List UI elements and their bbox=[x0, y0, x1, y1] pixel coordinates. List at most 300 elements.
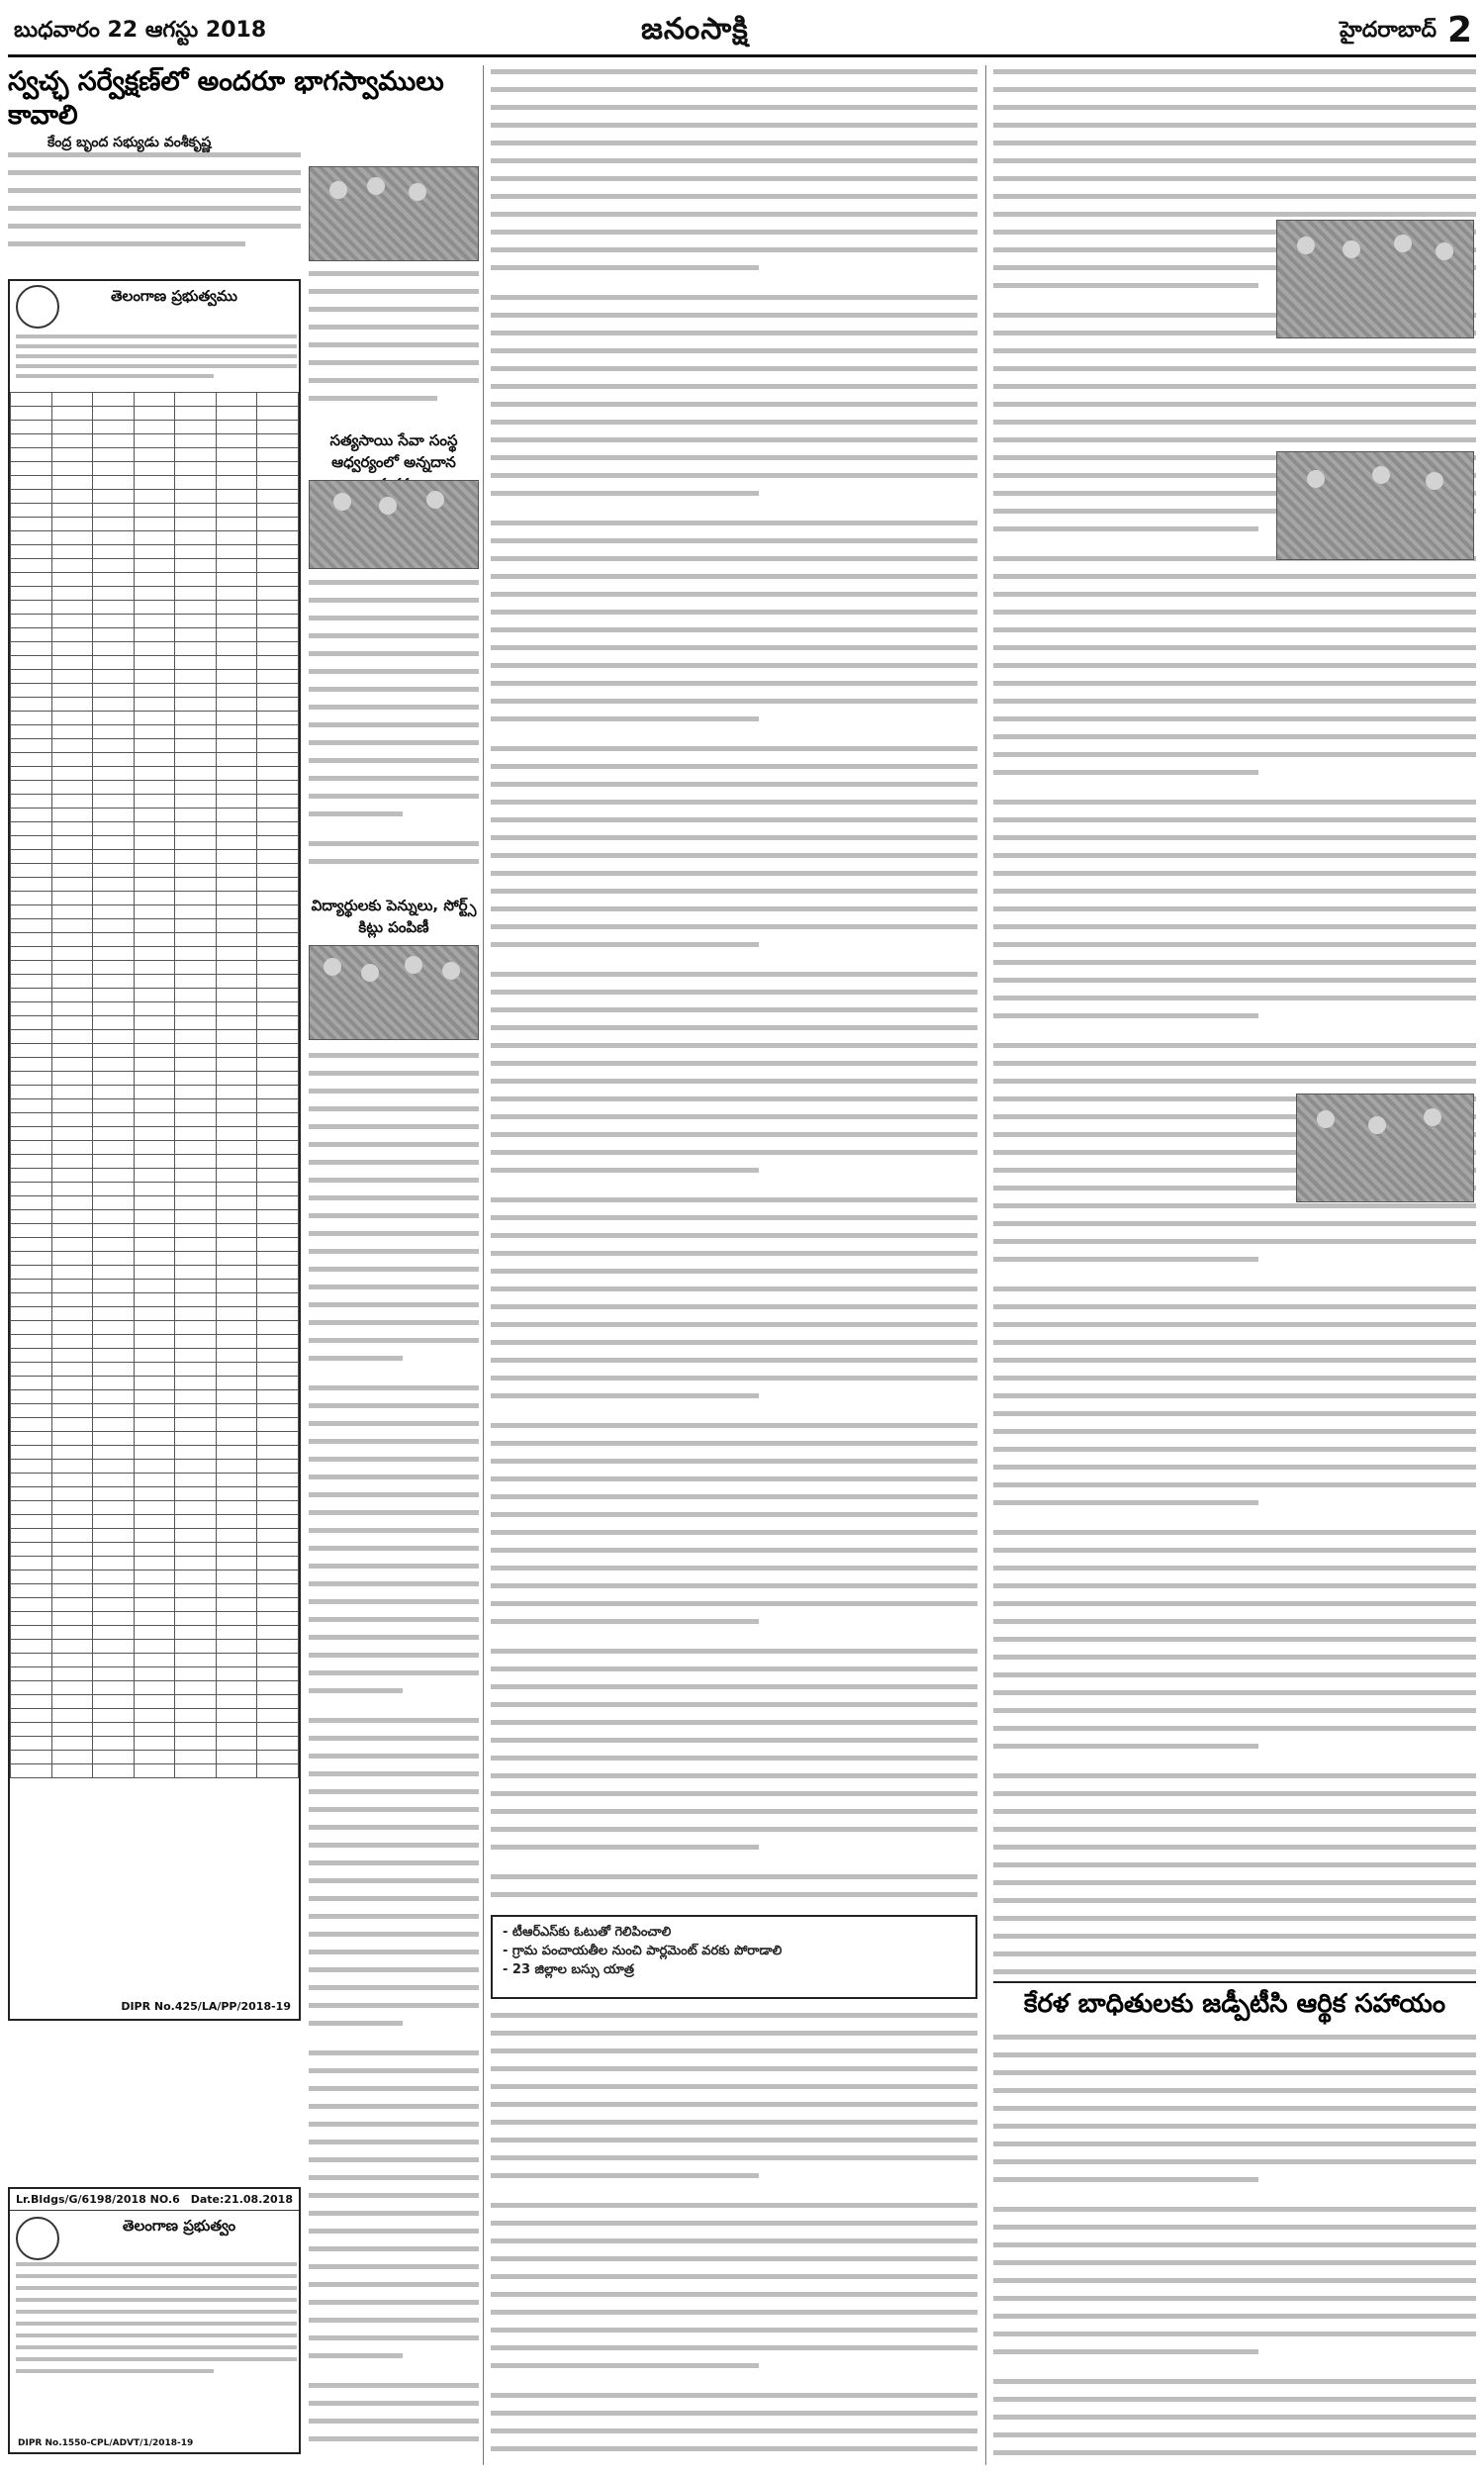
table-cell bbox=[257, 670, 299, 684]
table-cell bbox=[216, 753, 257, 767]
table-cell bbox=[216, 476, 257, 490]
text-line bbox=[491, 1809, 977, 1814]
table-cell bbox=[257, 1377, 299, 1390]
text-line bbox=[491, 1459, 977, 1464]
table-cell bbox=[216, 1709, 257, 1723]
text-line bbox=[491, 1702, 977, 1707]
table-cell bbox=[93, 1626, 135, 1640]
table-cell bbox=[257, 1654, 299, 1667]
table-cell bbox=[216, 961, 257, 975]
table-cell bbox=[51, 767, 93, 781]
table-cell bbox=[51, 905, 93, 919]
text-line bbox=[309, 1142, 479, 1147]
text-line bbox=[491, 699, 977, 704]
table-cell bbox=[257, 434, 299, 448]
table-cell bbox=[93, 1418, 135, 1432]
text-line bbox=[993, 2106, 1476, 2111]
text-line bbox=[309, 1771, 479, 1776]
text-line bbox=[491, 2138, 977, 2142]
table-cell bbox=[216, 615, 257, 628]
text-line bbox=[309, 2318, 479, 2323]
text-line bbox=[993, 734, 1476, 739]
text-line bbox=[993, 141, 1476, 145]
table-cell bbox=[93, 670, 135, 684]
center-text-bottom bbox=[491, 2009, 977, 2454]
text-line bbox=[993, 1934, 1476, 1939]
notice-date: Date:21.08.2018 bbox=[190, 2193, 293, 2206]
table-cell bbox=[93, 1654, 135, 1667]
table-cell bbox=[257, 615, 299, 628]
text-line bbox=[491, 1358, 977, 1363]
table-cell bbox=[93, 1640, 135, 1654]
text-line bbox=[309, 1670, 479, 1675]
text-line bbox=[993, 1358, 1476, 1363]
table-cell bbox=[11, 781, 52, 795]
table-cell bbox=[11, 1155, 52, 1169]
text-line bbox=[309, 811, 403, 816]
table-cell bbox=[93, 892, 135, 905]
text-line bbox=[993, 87, 1476, 92]
text-line bbox=[993, 1827, 1476, 1832]
table-cell bbox=[134, 1072, 175, 1086]
text-line bbox=[491, 1845, 759, 1850]
table-cell bbox=[134, 518, 175, 531]
table-row bbox=[11, 1307, 299, 1321]
table-cell bbox=[11, 1280, 52, 1293]
text-line bbox=[309, 705, 479, 710]
table-cell bbox=[93, 712, 135, 725]
table-cell bbox=[11, 1169, 52, 1183]
kerala-headline: కేరళ బాధితులకు జడ్పీటీసి ఆర్థిక సహాయం bbox=[1023, 1989, 1446, 2019]
table-cell bbox=[93, 961, 135, 975]
text-line bbox=[993, 1203, 1476, 1208]
text-line bbox=[309, 1249, 479, 1254]
table-cell bbox=[11, 1224, 52, 1238]
table-row bbox=[11, 1709, 299, 1723]
table-cell bbox=[11, 1335, 52, 1349]
text-line bbox=[491, 1269, 977, 1274]
text-line bbox=[491, 2292, 977, 2297]
table-cell bbox=[11, 670, 52, 684]
text-line bbox=[491, 1773, 977, 1778]
table-cell bbox=[216, 822, 257, 836]
table-cell bbox=[175, 545, 217, 559]
text-line bbox=[491, 1476, 977, 1481]
table-row bbox=[11, 1446, 299, 1460]
table-cell bbox=[134, 1196, 175, 1210]
table-cell bbox=[93, 850, 135, 864]
table-row bbox=[11, 892, 299, 905]
table-cell bbox=[11, 878, 52, 892]
table-cell bbox=[175, 1474, 217, 1487]
table-cell bbox=[134, 1446, 175, 1460]
text-line bbox=[993, 978, 1476, 983]
text-line bbox=[491, 384, 977, 389]
kerala-story bbox=[993, 1989, 1476, 2025]
text-line bbox=[993, 1043, 1476, 1048]
table-cell bbox=[175, 1626, 217, 1640]
table-cell bbox=[11, 864, 52, 878]
text-line bbox=[993, 2088, 1476, 2093]
table-row bbox=[11, 1238, 299, 1252]
table-cell bbox=[11, 1141, 52, 1155]
text-line bbox=[309, 1581, 479, 1586]
text-line bbox=[993, 2070, 1476, 2075]
text-line bbox=[491, 2274, 977, 2279]
table-cell bbox=[216, 1349, 257, 1363]
table-cell bbox=[134, 642, 175, 656]
table-cell bbox=[134, 1737, 175, 1751]
text-line bbox=[309, 1985, 479, 1990]
table-cell bbox=[257, 518, 299, 531]
text-line bbox=[491, 871, 977, 876]
text-line bbox=[993, 996, 1476, 1000]
table-cell bbox=[134, 1501, 175, 1515]
table-row bbox=[11, 1529, 299, 1543]
table-cell bbox=[175, 462, 217, 476]
text-lines bbox=[309, 576, 479, 873]
table-cell bbox=[93, 559, 135, 573]
text-line bbox=[309, 2122, 479, 2127]
table-cell bbox=[257, 753, 299, 767]
table-cell bbox=[216, 670, 257, 684]
text-line bbox=[993, 158, 1476, 163]
table-cell bbox=[93, 1169, 135, 1183]
table-cell bbox=[93, 448, 135, 462]
table-cell bbox=[216, 712, 257, 725]
table-cell bbox=[11, 587, 52, 601]
text-line bbox=[993, 1791, 1476, 1796]
text-line bbox=[309, 758, 479, 763]
text-line bbox=[491, 645, 977, 650]
table-cell bbox=[216, 1099, 257, 1113]
text-line bbox=[993, 1690, 1476, 1695]
table-cell bbox=[51, 961, 93, 975]
table-cell bbox=[216, 1196, 257, 1210]
table-cell bbox=[93, 809, 135, 822]
table-row bbox=[11, 947, 299, 961]
table-cell bbox=[134, 1224, 175, 1238]
table-cell bbox=[11, 1404, 52, 1418]
table-cell bbox=[51, 1557, 93, 1571]
table-cell bbox=[216, 1501, 257, 1515]
table-cell bbox=[134, 1543, 175, 1557]
table-cell bbox=[175, 1072, 217, 1086]
table-cell bbox=[93, 462, 135, 476]
text-line bbox=[491, 1666, 977, 1671]
text-line bbox=[993, 1429, 1476, 1434]
table-cell bbox=[175, 989, 217, 1002]
text-line bbox=[993, 645, 1476, 650]
govt-notice-title: తెలంగాణ ప్రభుత్వము bbox=[111, 287, 237, 305]
text-line bbox=[491, 2173, 759, 2178]
text-line bbox=[309, 1843, 479, 1848]
table-cell bbox=[175, 1709, 217, 1723]
table-cell bbox=[11, 1016, 52, 1030]
table-row bbox=[11, 1764, 299, 1778]
table-cell bbox=[216, 684, 257, 698]
table-cell bbox=[216, 905, 257, 919]
text-line bbox=[491, 990, 977, 995]
text-line bbox=[993, 1708, 1476, 1713]
text-line bbox=[491, 1827, 977, 1832]
table-cell bbox=[11, 1751, 52, 1764]
table-cell bbox=[51, 795, 93, 809]
table-cell bbox=[93, 1044, 135, 1058]
table-cell bbox=[11, 1501, 52, 1515]
text-line bbox=[993, 1340, 1476, 1345]
text-line bbox=[491, 972, 977, 977]
table-cell bbox=[51, 1099, 93, 1113]
table-cell bbox=[11, 795, 52, 809]
table-cell bbox=[51, 545, 93, 559]
table-cell bbox=[175, 947, 217, 961]
table-cell bbox=[216, 531, 257, 545]
table-cell bbox=[93, 989, 135, 1002]
table-cell bbox=[11, 1086, 52, 1099]
table-cell bbox=[11, 407, 52, 421]
text-line bbox=[491, 1079, 977, 1084]
text-line bbox=[993, 1773, 1476, 1778]
table-cell bbox=[11, 809, 52, 822]
table-cell bbox=[93, 1543, 135, 1557]
table-cell bbox=[134, 1058, 175, 1072]
table-cell bbox=[93, 1141, 135, 1155]
table-cell bbox=[216, 1183, 257, 1196]
table-cell bbox=[175, 559, 217, 573]
table-cell bbox=[93, 1681, 135, 1695]
table-cell bbox=[257, 739, 299, 753]
table-cell bbox=[11, 1474, 52, 1487]
table-cell bbox=[11, 1626, 52, 1640]
text-line bbox=[491, 906, 977, 911]
table-row bbox=[11, 1487, 299, 1501]
table-cell bbox=[134, 712, 175, 725]
table-cell bbox=[93, 1751, 135, 1764]
table-cell bbox=[175, 864, 217, 878]
table-row bbox=[11, 1086, 299, 1099]
table-cell bbox=[257, 1266, 299, 1280]
table-cell bbox=[257, 1086, 299, 1099]
table-cell bbox=[51, 1113, 93, 1127]
text-line bbox=[309, 633, 479, 638]
text-line bbox=[491, 1566, 977, 1571]
table-cell bbox=[11, 1598, 52, 1612]
table-cell bbox=[257, 1016, 299, 1030]
table-cell bbox=[257, 905, 299, 919]
table-cell bbox=[51, 1072, 93, 1086]
text-line bbox=[491, 176, 977, 181]
text-line bbox=[491, 1233, 977, 1238]
table-cell bbox=[93, 393, 135, 407]
table-cell bbox=[134, 1695, 175, 1709]
table-cell bbox=[51, 421, 93, 434]
table-cell bbox=[51, 587, 93, 601]
text-line bbox=[309, 1932, 479, 1937]
table-cell bbox=[134, 1210, 175, 1224]
text-line bbox=[491, 313, 977, 318]
table-cell bbox=[175, 1584, 217, 1598]
table-row bbox=[11, 490, 299, 504]
text-line bbox=[491, 1150, 977, 1155]
text-line bbox=[309, 2021, 403, 2026]
table-cell bbox=[93, 1266, 135, 1280]
table-cell bbox=[216, 836, 257, 850]
table-cell bbox=[51, 1016, 93, 1030]
table-cell bbox=[51, 1751, 93, 1764]
text-line bbox=[491, 800, 977, 805]
text-line bbox=[491, 1441, 977, 1446]
table-cell bbox=[175, 781, 217, 795]
text-line bbox=[491, 1601, 977, 1606]
text-line bbox=[491, 681, 977, 686]
table-cell bbox=[51, 850, 93, 864]
table-cell bbox=[216, 1404, 257, 1418]
table-cell bbox=[257, 892, 299, 905]
table-row bbox=[11, 518, 299, 531]
text-line bbox=[993, 2260, 1476, 2265]
text-line bbox=[993, 2278, 1476, 2283]
table-cell bbox=[175, 407, 217, 421]
table-cell bbox=[257, 1543, 299, 1557]
table-cell bbox=[216, 1474, 257, 1487]
table-cell bbox=[175, 1238, 217, 1252]
table-cell bbox=[175, 795, 217, 809]
table-cell bbox=[257, 1293, 299, 1307]
table-cell bbox=[51, 1030, 93, 1044]
table-cell bbox=[257, 1390, 299, 1404]
text-line bbox=[993, 610, 1476, 615]
table-cell bbox=[216, 919, 257, 933]
table-cell bbox=[175, 822, 217, 836]
table-cell bbox=[93, 656, 135, 670]
table-cell bbox=[51, 1390, 93, 1404]
table-cell bbox=[93, 1155, 135, 1169]
table-cell bbox=[257, 864, 299, 878]
table-row bbox=[11, 961, 299, 975]
table-cell bbox=[93, 615, 135, 628]
text-line bbox=[309, 1718, 479, 1723]
text-line bbox=[491, 716, 759, 721]
text-line bbox=[309, 1754, 479, 1759]
text-line bbox=[491, 1114, 977, 1119]
text-line bbox=[993, 1482, 1476, 1487]
table-cell bbox=[175, 1404, 217, 1418]
text-line bbox=[309, 2383, 479, 2388]
table-cell bbox=[134, 1598, 175, 1612]
table-cell bbox=[175, 1460, 217, 1474]
lead-story bbox=[8, 65, 479, 157]
table-cell bbox=[93, 1335, 135, 1349]
table-cell bbox=[134, 1667, 175, 1681]
table-cell bbox=[93, 476, 135, 490]
table-cell bbox=[175, 490, 217, 504]
text-line bbox=[993, 1726, 1476, 1731]
text-line bbox=[309, 1320, 479, 1325]
annadanam-headline: సత్యసాయి సేవా సంస్థ ఆధ్వర్యంలో అన్నదాన bbox=[329, 431, 458, 471]
text-line bbox=[491, 212, 977, 217]
table-cell bbox=[93, 1224, 135, 1238]
text-line bbox=[993, 663, 1476, 668]
table-cell bbox=[175, 739, 217, 753]
table-cell bbox=[134, 698, 175, 712]
table-cell bbox=[175, 1099, 217, 1113]
text-line bbox=[309, 1736, 479, 1741]
table-cell bbox=[11, 919, 52, 933]
table-cell bbox=[93, 1571, 135, 1584]
govt-emblem bbox=[16, 285, 59, 329]
table-cell bbox=[257, 573, 299, 587]
text-line bbox=[491, 1043, 977, 1048]
table-cell bbox=[257, 1515, 299, 1529]
text-line bbox=[309, 1807, 479, 1812]
table-cell bbox=[11, 1695, 52, 1709]
text-line bbox=[491, 141, 977, 145]
table-cell bbox=[257, 1723, 299, 1737]
table-cell bbox=[134, 1460, 175, 1474]
text-line bbox=[309, 1896, 479, 1901]
table-cell bbox=[93, 1183, 135, 1196]
table-cell bbox=[93, 1501, 135, 1515]
table-cell bbox=[175, 393, 217, 407]
text-line bbox=[993, 2432, 1476, 2437]
text-line bbox=[993, 817, 1476, 822]
text-line bbox=[993, 194, 1476, 199]
text-line bbox=[993, 889, 1476, 894]
text-line bbox=[309, 1914, 479, 1919]
table-cell bbox=[175, 919, 217, 933]
text-line bbox=[993, 105, 1476, 110]
table-cell bbox=[11, 1432, 52, 1446]
table-cell bbox=[11, 1654, 52, 1667]
table-cell bbox=[51, 1654, 93, 1667]
table-cell bbox=[257, 531, 299, 545]
table-cell bbox=[257, 1695, 299, 1709]
table-cell bbox=[11, 476, 52, 490]
table-cell bbox=[51, 1363, 93, 1377]
table-cell bbox=[11, 1058, 52, 1072]
table-cell bbox=[93, 739, 135, 753]
table-cell bbox=[216, 1169, 257, 1183]
table-cell bbox=[175, 1390, 217, 1404]
text-line bbox=[309, 722, 479, 727]
table-cell bbox=[134, 1654, 175, 1667]
table-cell bbox=[51, 1404, 93, 1418]
table-cell bbox=[175, 1266, 217, 1280]
text-line bbox=[309, 2050, 479, 2055]
text-line bbox=[993, 1393, 1476, 1398]
text-line bbox=[491, 610, 977, 615]
text-line bbox=[491, 1720, 977, 1725]
text-line bbox=[309, 2401, 479, 2406]
table-cell bbox=[175, 1016, 217, 1030]
table-cell bbox=[216, 1002, 257, 1016]
table-cell bbox=[175, 1307, 217, 1321]
table-cell bbox=[175, 573, 217, 587]
text-line bbox=[993, 1672, 1476, 1677]
table-cell bbox=[134, 1141, 175, 1155]
text-line bbox=[491, 1548, 977, 1553]
text-line bbox=[491, 2310, 977, 2315]
text-line bbox=[993, 176, 1476, 181]
table-cell bbox=[11, 518, 52, 531]
table-row bbox=[11, 1280, 299, 1293]
table-cell bbox=[11, 1764, 52, 1778]
table-cell bbox=[257, 1224, 299, 1238]
text-line bbox=[491, 2393, 977, 2398]
table-cell bbox=[257, 1640, 299, 1654]
text-line bbox=[491, 265, 759, 270]
